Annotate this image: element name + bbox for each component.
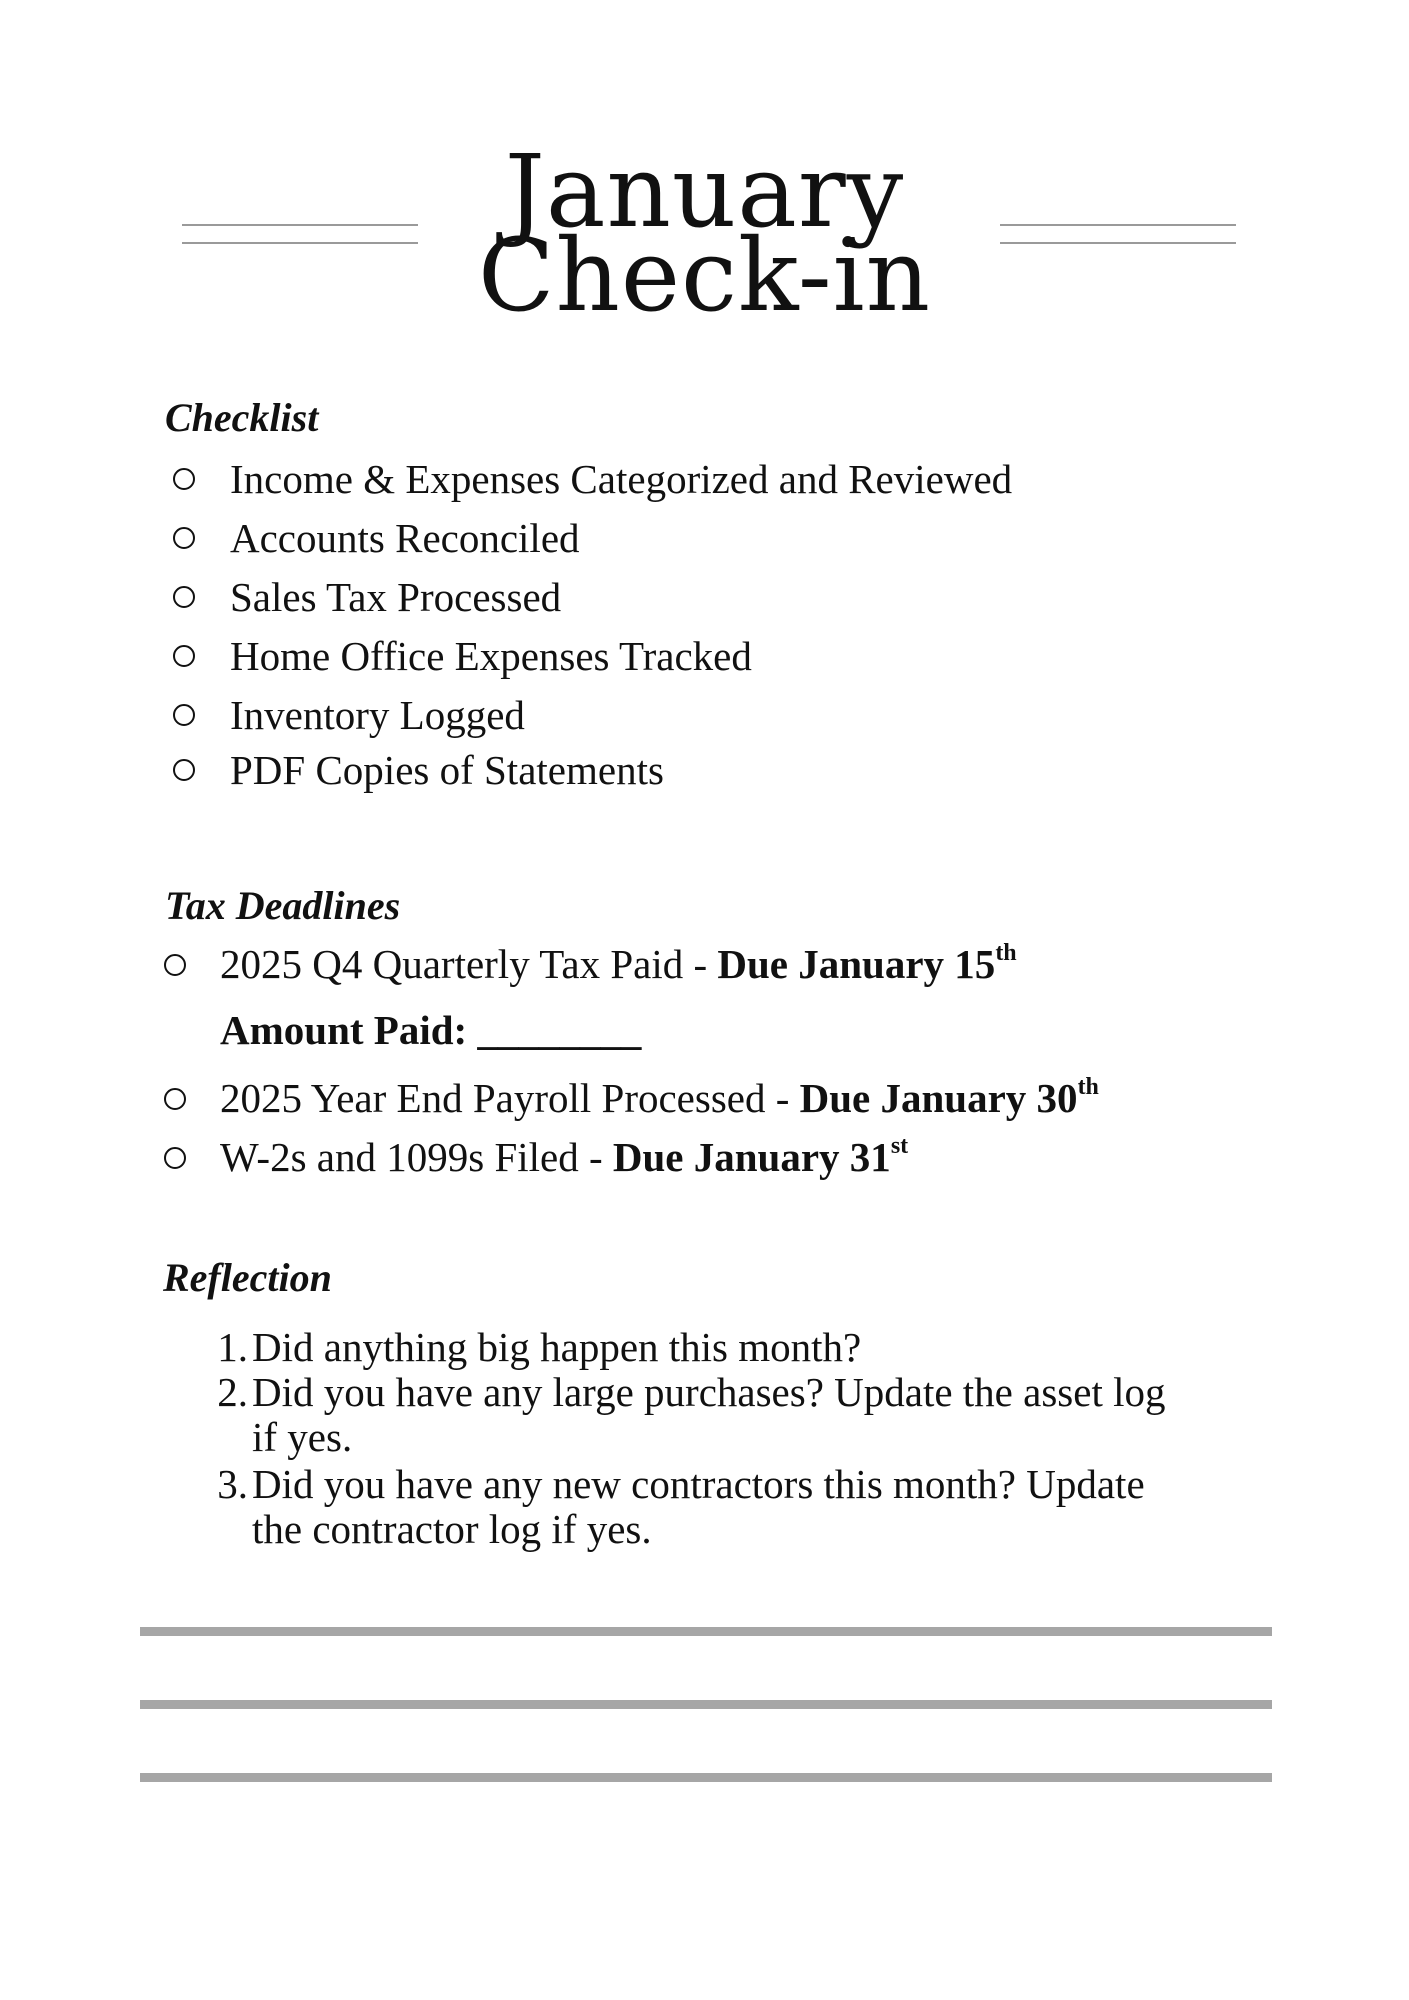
checklist-heading: Checklist (165, 395, 319, 440)
tax-deadlines-heading: Tax Deadlines (165, 883, 401, 928)
checkbox-circle-icon[interactable] (173, 645, 195, 667)
checkbox-circle-icon[interactable] (164, 1147, 186, 1169)
checkbox-circle-icon[interactable] (173, 527, 195, 549)
title-line-2: Check-in (477, 217, 932, 334)
checkbox-circle-icon[interactable] (173, 468, 195, 490)
checkbox-circle-icon[interactable] (173, 586, 195, 608)
checkbox-circle-icon[interactable] (164, 954, 186, 976)
amount-paid-field[interactable]: Amount Paid: ________ (220, 1007, 642, 1053)
page-title (0, 133, 1409, 334)
reflection-heading: Reflection (163, 1255, 332, 1300)
checkbox-circle-icon[interactable] (164, 1088, 186, 1110)
writing-line[interactable] (140, 1700, 1272, 1709)
title-line-1: January (504, 133, 905, 250)
checkbox-circle-icon[interactable] (173, 704, 195, 726)
writing-line[interactable] (140, 1627, 1272, 1636)
writing-line[interactable] (140, 1773, 1272, 1782)
checkbox-circle-icon[interactable] (173, 759, 195, 781)
